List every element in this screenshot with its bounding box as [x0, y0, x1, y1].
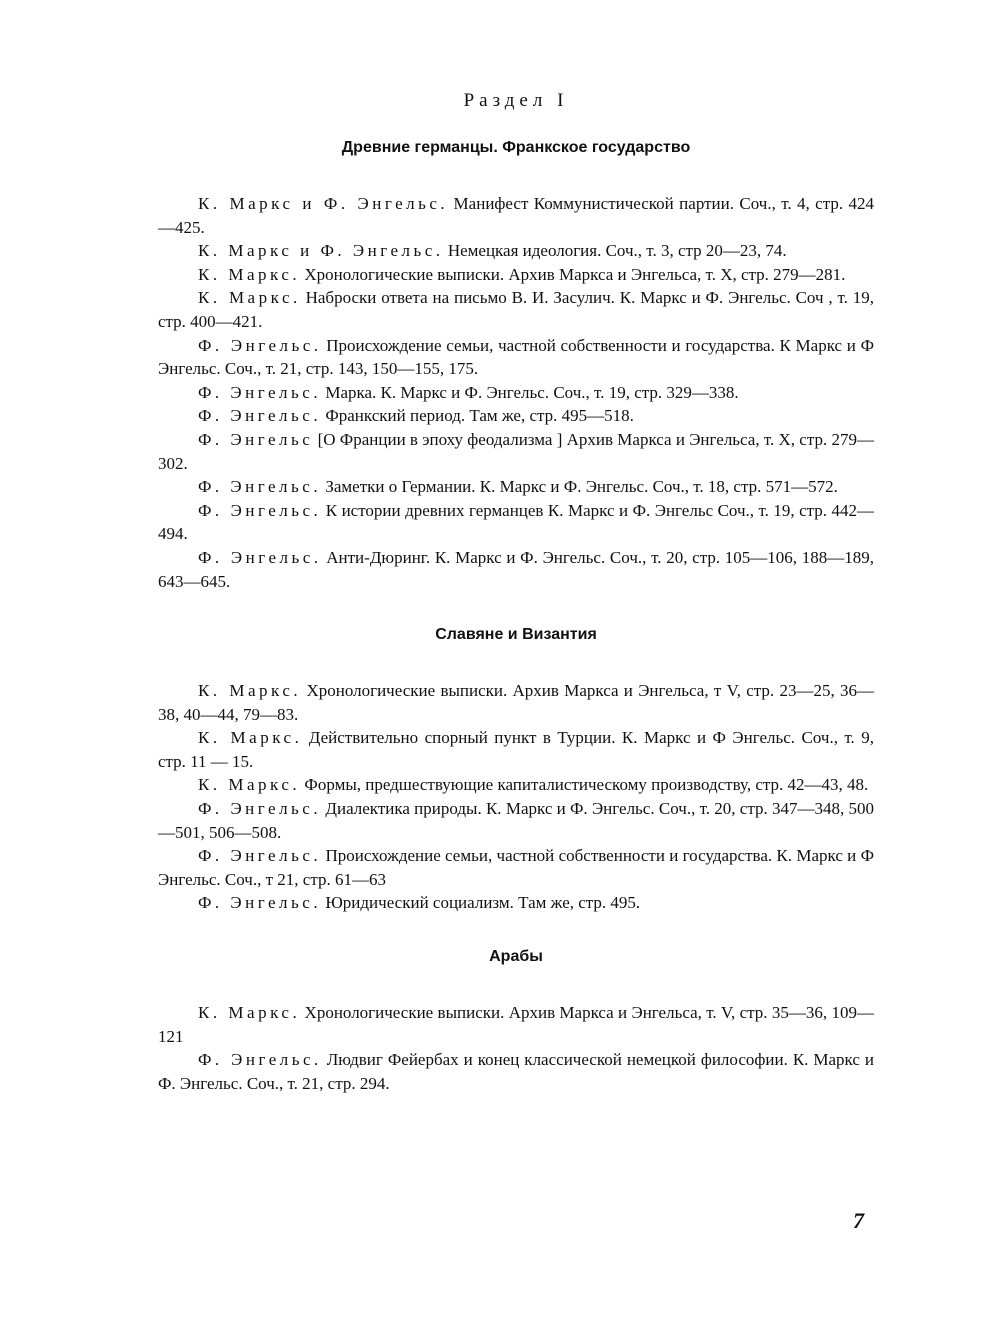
entry-text: Формы, предшествующие капиталистическому производству, стр. 42—43, 48. — [300, 775, 869, 795]
entry-author: Ф. Энгельс. — [198, 382, 322, 402]
entry-author: Ф. Энгельс. — [198, 500, 322, 520]
bibliography-entry — [158, 679, 874, 726]
bibliography-entry — [158, 404, 874, 428]
bibliography-entry — [158, 546, 874, 593]
entry-author: К. Маркс. — [198, 775, 301, 795]
entry-author: Ф. Энгельс. — [198, 799, 322, 819]
bibliography-entry — [158, 192, 874, 239]
section-slavs-byzantium — [158, 623, 874, 915]
entry-text: Происхождение семьи, частной собственности и государства. К Маркс и Ф Энгельс. Соч., т. 21, стр. 143, 150—155, 175. — [158, 335, 875, 379]
section-title: Древние германцы. Франкское государство — [341, 139, 691, 156]
bibliography-entry — [158, 428, 874, 475]
entry-author: Ф. Энгельс. — [198, 406, 322, 426]
entry-text: Манифест Коммунистической партии. Соч., т. 4, стр. 424—425. — [158, 194, 874, 237]
bibliography-entry — [158, 726, 874, 773]
entry-text: Заметки о Германии. К. Маркс и Ф. Энгельс. Соч., т. 18, стр. 571—572. — [321, 477, 838, 497]
entry-text: Наброски ответа на письмо В. И. Засулич. К. Маркс и Ф. Энгельс. Соч , т. 19, стр. 400—421. — [158, 288, 875, 331]
entry-author: Ф. Энгельс. — [198, 547, 322, 567]
bibliography-entry — [158, 797, 874, 844]
bibliography-entry — [158, 263, 874, 287]
entry-author: К. Маркс и Ф. Энгельс. — [198, 241, 444, 261]
entry-author: К. Маркс. — [198, 288, 301, 308]
document-page — [158, 88, 874, 1095]
entry-author: Ф. Энгельс. — [198, 477, 322, 497]
entry-text: Людвиг Фейербах и конец классической немецкой философии. К. Маркс и Ф. Энгельс. Соч., т. 21, стр. 294. — [158, 1050, 874, 1093]
bibliography-entry — [158, 286, 874, 333]
entry-author: К. Маркс. — [198, 728, 303, 748]
bibliography-entry — [158, 475, 874, 499]
entry-text: Марка. К. Маркс и Ф. Энгельс. Соч., т. 19, стр. 329—338. — [321, 382, 739, 402]
entry-text: Хронологические выписки. Архив Маркса и Энгельса, т. X, стр. 279—281. — [300, 264, 846, 284]
entry-text: Хронологические выписки. Архив Маркса и Энгельса, т V, стр. 23—25, 36—38, 40—44, 79—83. — [158, 681, 875, 724]
entry-text: Диалектика природы. К. Маркс и Ф. Энгельс. Соч., т. 20, стр. 347—348, 500—501, 506—508. — [158, 799, 874, 842]
entry-text: Действительно спорный пункт в Турции. К. Маркс и Ф Энгельс. Соч., т. 9, стр. 11 — 15. — [158, 728, 874, 771]
entry-author: К. Маркс и Ф. Энгельс. — [198, 194, 449, 213]
bibliography-entry — [158, 844, 874, 891]
entry-author: К. Маркс. — [198, 681, 302, 701]
bibliography-entry — [158, 1001, 874, 1048]
entry-author: К. Маркс. — [198, 264, 301, 284]
bibliography-entry — [158, 381, 874, 405]
entry-text: Хронологические выписки. Архив Маркса и Энгельса, т. V, стр. 35—36, 109—121 — [158, 1003, 874, 1046]
section-arabs — [158, 945, 874, 1095]
entry-author: Ф. Энгельс. — [198, 893, 322, 913]
entry-text: К истории древних германцев К. Маркс и Ф. Энгельс Соч., т. 19, стр. 442—494. — [158, 500, 874, 544]
entry-text: Франкский период. Там же, стр. 495—518. — [321, 406, 634, 426]
bibliography-entry — [158, 334, 874, 381]
section-title: Славяне и Византия — [435, 626, 597, 644]
entry-text: Происхождение семьи, частной собственности и государства. К. Маркс и Ф Энгельс. Соч., т 21, стр. 61—63 — [158, 846, 875, 889]
bibliography-entry — [158, 499, 874, 546]
entry-author: Ф. Энгельс. — [198, 335, 322, 355]
bibliography-entry — [158, 239, 874, 263]
bibliography-entry — [158, 1048, 874, 1095]
entry-text: [О Франции в эпоху феодализма ] Архив Маркса и Энгельса, т. X, стр. 279—302. — [158, 429, 875, 473]
page-number: 7 — [853, 1208, 864, 1233]
bibliography-entry — [158, 891, 874, 915]
part-title: Раздел I — [463, 90, 569, 111]
entry-author: К. Маркс. — [198, 1003, 301, 1023]
entry-text: Немецкая идеология. Соч., т. 3, стр 20—23, 74. — [443, 241, 787, 261]
section-ancient-germans — [158, 136, 874, 593]
entry-author: Ф. Энгельс. — [198, 1050, 322, 1070]
entry-text: Юридический социализм. Там же, стр. 495. — [321, 893, 641, 913]
section-title: Арабы — [489, 948, 543, 966]
entry-author: Ф. Энгельс — [198, 429, 314, 449]
entry-text: Анти-Дюринг. К. Маркс и Ф. Энгельс. Соч., т. 20, стр. 105—106, 188—189, 643—645. — [158, 547, 875, 591]
entry-author: Ф. Энгельс. — [198, 846, 322, 866]
bibliography-entry — [158, 773, 874, 797]
